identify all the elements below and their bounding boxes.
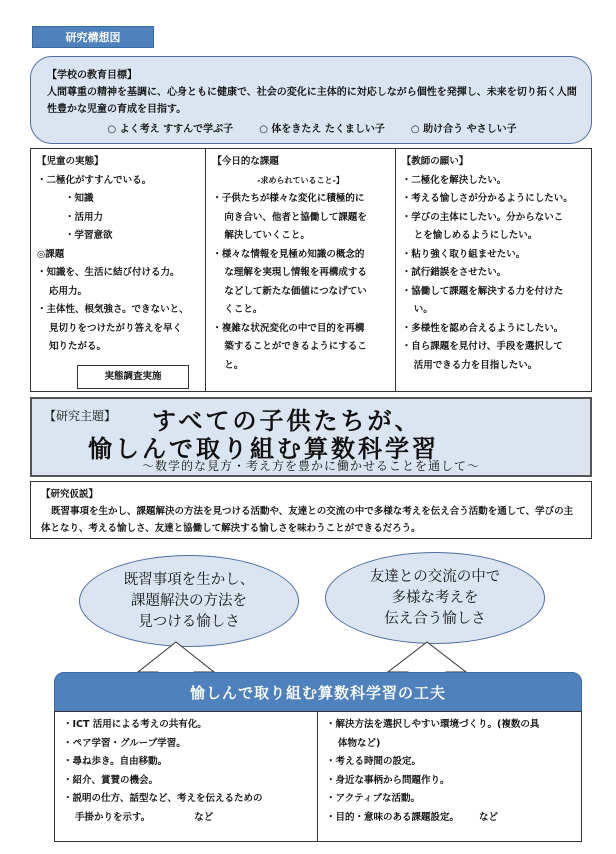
up-arrows	[0, 632, 616, 676]
oval-left-line-1: 既習事項を生かし、	[123, 571, 255, 588]
strategy-etc-right: など	[479, 811, 499, 823]
oval-left-line-2: 課題解決の方法を	[131, 592, 247, 609]
issue-1-line-1: ・子供たちが様々な変化に積極的に	[212, 193, 365, 204]
wish-line: とを愉しめるようにしたい。	[413, 230, 538, 241]
oval-right-line-2: 多様な考えを	[391, 589, 479, 606]
strategies-left-column	[55, 712, 318, 841]
children-issue-2c: 知りたがる。	[49, 341, 107, 352]
issue-3-line-1: ・複雑な状況変化の中で目的を再構	[212, 322, 365, 334]
wish-line: ・粘り強く取り組ませたい。	[401, 248, 526, 260]
research-theme-line-2: 愉しんで取り組む算数科学習	[88, 435, 439, 463]
slogan-1: ○ よく考え すすんで学ぶ子	[107, 124, 234, 135]
issue-2-line-2: な理解を実現し情報を再構成する	[224, 267, 367, 278]
wish-line: い。	[413, 304, 433, 315]
wish-line: 活用できる力を目指したい。	[413, 359, 538, 371]
oval-right-line-3: 伝え合う愉しさ	[384, 610, 486, 627]
issue-1-line-2: 向き合い、他者と協働して課題を	[224, 211, 367, 223]
current-issues-subtitle: -求められていること-】	[257, 175, 344, 185]
issue-2-line-4: くこと。	[224, 304, 263, 315]
children-status-column	[31, 149, 206, 391]
up-arrow-left-icon	[138, 642, 214, 676]
strategy-item-continued: 体物など)	[338, 737, 381, 749]
wish-line: ・二極化を解決したい。	[401, 174, 507, 186]
research-theme-label: 【研究主題】	[44, 409, 117, 423]
teacher-wishes-column	[396, 149, 591, 391]
school-goals-title: 【学校の教育目標】	[47, 70, 137, 81]
issue-2-line-3: などして新たな価値につなげてい	[224, 285, 367, 297]
strategy-item: ・アクティブな活動。	[326, 793, 420, 804]
joy-oval-sharing-ideas	[325, 552, 545, 644]
research-theme-box	[30, 397, 592, 477]
children-sub-knowledge: ・知識	[65, 193, 94, 204]
oval-left-line-3: 見つける愉しさ	[138, 613, 240, 630]
school-goals-text: 人間尊重の精神を基調に、心身ともに健康で、社会の変化に主体的に対応しながら個性を発揮し、未来を切り拓く人間性豊かな児童の育成を目指す。	[47, 87, 577, 115]
strategy-etc-left: など	[194, 811, 214, 823]
current-issues-column	[206, 149, 395, 391]
children-issue-1b: 応用力。	[49, 285, 88, 297]
strategy-item: ・ICT 活用による考えの共有化。	[63, 719, 207, 730]
slogan-3: ○ 助け合う やさしい子	[410, 124, 517, 135]
issue-1-line-3: 解決していくこと。	[224, 230, 310, 241]
issue-2-line-1: ・様々な情報を見極め知識の概念的	[212, 248, 365, 260]
strategy-item: ・目的・意味のある課題設定。 など	[326, 811, 499, 823]
wish-line: ・試行錯誤をさせたい。	[401, 267, 507, 278]
survey-label-box: 実態調査実施	[77, 365, 189, 389]
strategy-item: ・ペア学習・グループ学習。	[63, 737, 186, 749]
research-hypothesis-text: 既習事項を生かし、課題解決の方法を見つける活動や、友達との交流の中で多様な考えを伝え合う活動を通して、学びの主体となり、考える愉しさ、友達と協働して解決する愉しさを味わうことができるだろう。	[41, 506, 574, 534]
school-goals-slogans	[47, 121, 577, 138]
current-issues-title: 【今日的な課題	[212, 156, 279, 167]
teacher-wishes-title: 【教師の願い】	[401, 156, 469, 167]
strategy-item: ・説明の仕方、話型など、考えを伝えるための	[63, 793, 263, 804]
children-sub-motivation: ・学習意欲	[65, 230, 113, 241]
strategy-item: ・考える時間の設定。	[326, 756, 422, 767]
research-theme-subtitle: ～数学的な見方・考え方を豊かに働かせることを通して～	[141, 459, 480, 473]
oval-right-line-1: 友達との交流の中で	[369, 568, 501, 585]
issue-3-line-3: と。	[224, 359, 244, 371]
children-issue-1a: ・知識を、生活に結び付ける力。	[37, 267, 180, 278]
three-column-box	[30, 148, 592, 392]
children-sub-application: ・活用力	[65, 211, 104, 223]
children-issue-heading: ◎課題	[37, 248, 65, 260]
children-line-polarization: ・二極化がすすんでいる。	[37, 174, 152, 186]
slogan-2: ○ 体をきたえ たくましい子	[259, 124, 385, 135]
school-goals-box	[30, 56, 592, 144]
wish-line: ・多様性を認め合えるようにしたい。	[401, 322, 564, 334]
strategies-box	[54, 711, 582, 842]
children-status-title: 【児童の実態】	[37, 156, 104, 167]
children-issue-2a: ・主体性、根気強さ。できないと、	[37, 304, 189, 315]
strategy-item: ・身近な事柄から問題作り。	[326, 774, 450, 786]
strategy-item: ・尋ね歩き。自由移動。	[63, 756, 168, 767]
strategy-item: ・解決方法を選択しやすい環境づくり。(複数の具	[326, 719, 540, 730]
wish-line: ・学びの主体にしたい。分からないこ	[401, 211, 564, 223]
research-hypothesis-box	[30, 481, 592, 539]
research-hypothesis-title: 【研究仮説】	[41, 489, 99, 500]
strategy-item: ・紹介、賞賛の機会。	[63, 774, 159, 786]
diagram-tab-label: 研究構想図	[32, 26, 154, 48]
children-issue-2b: 見切りをつけたがり答えを早く	[49, 322, 183, 334]
strategy-item-continued: 手掛かりを示す。 など	[75, 811, 214, 823]
strategies-banner: 愉しんで取り組む算数科学習の工夫	[54, 672, 582, 712]
wish-line: ・協働して課題を解決する力を付けた	[401, 285, 564, 297]
wish-line: ・考える愉しさが分かるようにしたい。	[401, 193, 573, 204]
issue-3-line-2: 築することができるようにするこ	[224, 341, 367, 352]
wish-line: ・自ら課題を見付け、手段を選択して	[401, 341, 563, 352]
up-arrow-right-icon	[388, 642, 466, 676]
strategies-right-column	[318, 712, 581, 841]
research-theme-line-1: すべての子供たちが、	[152, 407, 422, 435]
